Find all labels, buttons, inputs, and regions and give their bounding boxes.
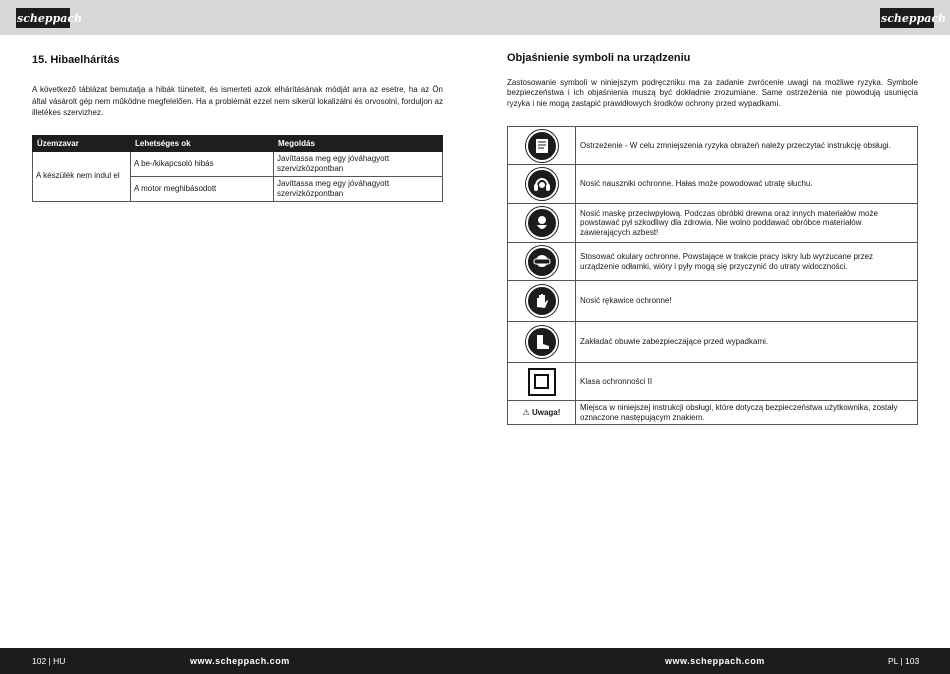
right-page — [507, 52, 918, 425]
symbol-description: Nosić maskę przeciwpyłową. Podczas obróbki drewna oraz innych materiałów może powstawać pył szkodliwy dla zdrowia. Nie wolno poddawać obróbce materiałów zawierających azbest! — [576, 204, 918, 243]
table-row — [508, 363, 918, 401]
fault-cell: A készülék nem indul el — [33, 151, 131, 201]
website-link[interactable]: www.scheppach.com — [665, 656, 765, 666]
solution-cell: Javíttassa meg egy jóváhagyott szervizközpontban — [274, 151, 443, 176]
section-title: Objaśnienie symboli na urządzeniu — [507, 52, 691, 64]
read-manual-icon — [526, 130, 558, 162]
table-row — [508, 243, 918, 281]
footer-bar — [0, 648, 950, 674]
left-page — [32, 54, 443, 202]
troubleshooting-table — [32, 135, 443, 202]
table-row — [33, 151, 443, 176]
protection-class-ii-icon — [528, 368, 556, 396]
symbol-cell — [508, 243, 576, 281]
dust-mask-icon — [526, 207, 558, 239]
symbol-cell — [508, 322, 576, 363]
safety-goggles-icon — [526, 246, 558, 278]
symbol-cell — [508, 363, 576, 401]
ear-protection-icon — [526, 168, 558, 200]
warning-label: ⚠ Uwaga! — [522, 408, 561, 418]
page-number-right: PL | 103 — [888, 656, 920, 666]
cause-cell: A be-/kikapcsoló hibás — [131, 151, 274, 176]
symbol-description: Nosić rękawice ochronne! — [576, 281, 918, 322]
column-header: Lehetséges ok — [131, 135, 274, 151]
table-row — [508, 322, 918, 363]
table-row — [508, 127, 918, 165]
scheppach-logo: scheppach — [880, 8, 934, 28]
safety-boots-icon — [526, 326, 558, 358]
section-title: 15. Hibaelhárítás — [32, 54, 120, 66]
symbol-description: Ostrzeżenie - W celu zmniejszenia ryzyka obrażeń należy przeczytać instrukcję obsługi. — [576, 127, 918, 165]
warning-cell — [508, 401, 576, 425]
table-row — [508, 204, 918, 243]
header-bar — [0, 0, 950, 35]
symbol-description: Miejsca w niniejszej instrukcji obsługi, które dotyczą bezpieczeństwa użytkownika, zostały oznaczone następującym znakiem. — [576, 401, 918, 425]
solution-cell: Javíttassa meg egy jóváhagyott szervizközpontban — [274, 176, 443, 201]
symbol-cell — [508, 204, 576, 243]
column-header: Üzemzavar — [33, 135, 131, 151]
symbol-cell — [508, 127, 576, 165]
intro-paragraph: A következő táblázat bemutatja a hibák tüneteit, és ismerteti azok elhárításának módját arra az esetre, ha az Ön által vásárolt gép nem működne megfelelően. Ha a problémát ezzel nem sikerül lokalizálni és orvosolni, forduljon az illetékes szervizhez. — [32, 85, 443, 117]
symbol-cell — [508, 281, 576, 322]
gloves-icon — [526, 285, 558, 317]
website-link[interactable]: www.scheppach.com — [190, 656, 290, 666]
table-row — [508, 401, 918, 425]
symbol-description: Stosować okulary ochronne. Powstające w trakcie pracy iskry lub wyrzucane przez urządzenie odłamki, wióry i pyły mogą się przyczynić do utraty widoczności. — [576, 243, 918, 281]
scheppach-logo: scheppach — [16, 8, 70, 28]
symbol-cell — [508, 165, 576, 204]
cause-cell: A motor meghibásodott — [131, 176, 274, 201]
table-row — [508, 165, 918, 204]
symbols-table — [507, 126, 918, 425]
symbol-description: Klasa ochronności II — [576, 363, 918, 401]
intro-paragraph: Zastosowanie symboli w niniejszym podręczniku ma za zadanie zwrócenie uwagi na możliwe ryzyka. Symbole bezpieczeństwa i ich objaśnienia muszą być dokładnie zrozumiane. Same ostrzeżenia nie powodują usunięcia ryzyka i nie mogą zastąpić prawidłowych środków ochrony przed wypadkami. — [507, 78, 918, 108]
symbol-description: Nosić nauszniki ochronne. Hałas może powodować utratę słuchu. — [576, 165, 918, 204]
symbol-description: Zakładać obuwie zabezpieczające przed wypadkami. — [576, 322, 918, 363]
table-row — [508, 281, 918, 322]
page-number-left: 102 | HU — [32, 656, 66, 666]
column-header: Megoldás — [274, 135, 443, 151]
